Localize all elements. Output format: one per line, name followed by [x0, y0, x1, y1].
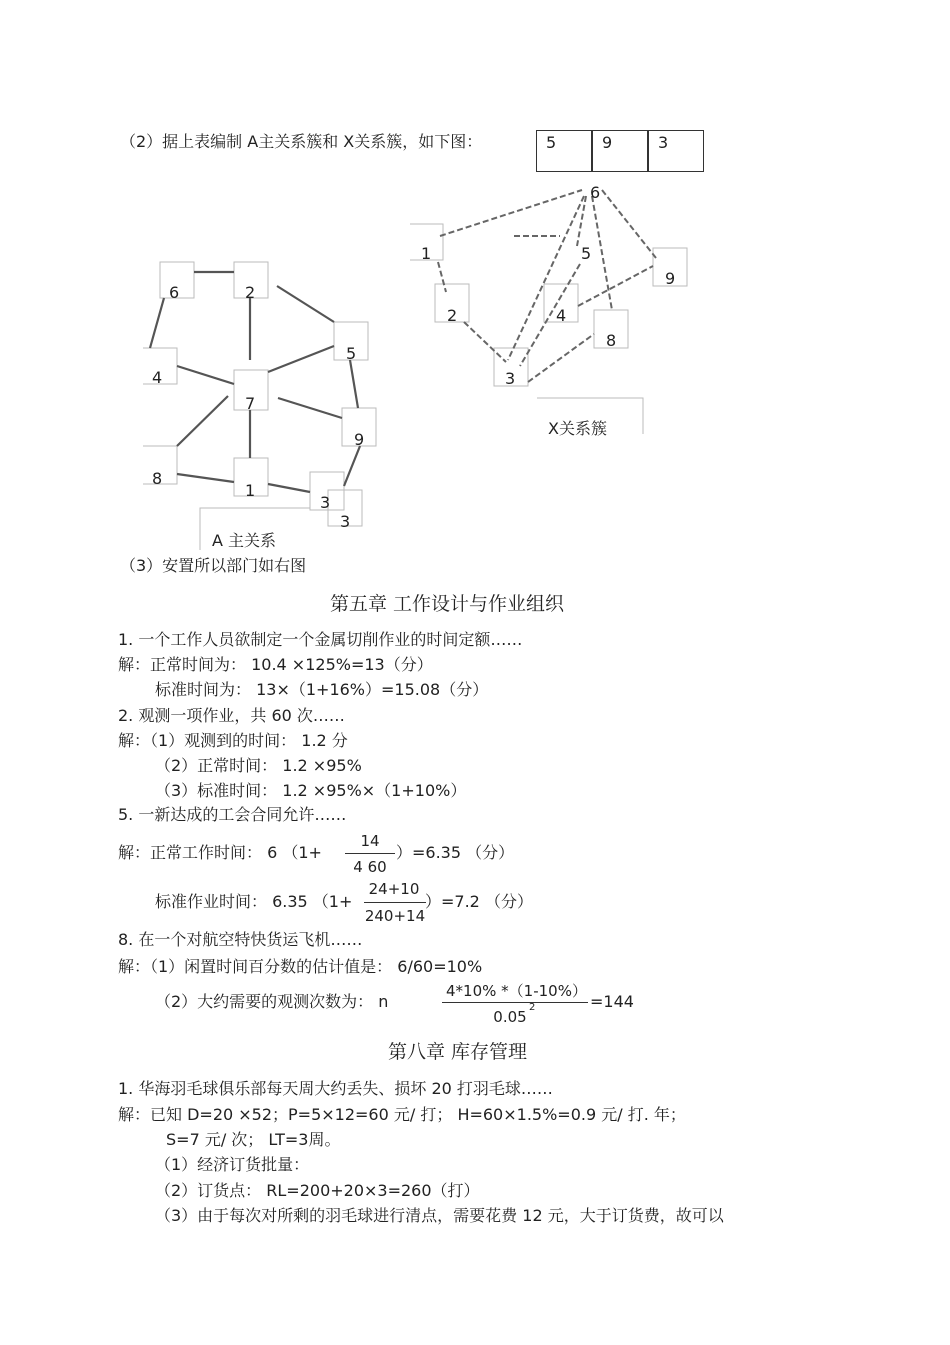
diagram-a-title: A 主关系	[212, 531, 277, 550]
fraction-numerator: 24+10	[368, 880, 420, 898]
q2: 2. 观测一项作业，共 60 次……	[118, 706, 345, 725]
q5-answer-2-post: ）=7.2 （分）	[425, 892, 533, 911]
node-label: 9	[665, 269, 676, 288]
fraction-bar	[364, 902, 426, 903]
section3-line: （3）安置所以部门如右图	[120, 556, 307, 575]
node-label: 9	[354, 430, 365, 449]
node-label: 7	[245, 394, 256, 413]
table-cell: 3	[648, 130, 704, 172]
node-label: 5	[346, 344, 357, 363]
node-label: 5	[581, 244, 592, 263]
q8-answer-1: 解：（1）闲置时间百分数的估计值是： 6/60=10%	[118, 957, 483, 976]
node-label: 3	[505, 369, 516, 388]
q1: 1. 一个工作人员欲制定一个金属切削作业的时间定额……	[118, 630, 523, 649]
q2-answer-2: （2）正常时间： 1.2 ×95%	[155, 756, 362, 775]
diagram-x-boxes	[410, 224, 687, 434]
q1-answer-1: 解：正常时间为： 10.4 ×125%=13（分）	[118, 655, 433, 674]
node-label: 6	[169, 283, 180, 302]
q8-answer-2-post: =144	[590, 992, 634, 1011]
fraction-denominator: 240+14	[364, 907, 426, 925]
node-label: 8	[606, 331, 617, 350]
chapter8-title: 第八章 库存管理	[388, 1041, 528, 1063]
ch8-answer-5: （3）由于每次对所剩的羽毛球进行清点，需要花费 12 元，大于订货费，故可以	[155, 1206, 724, 1225]
diagram-x-title: X关系簇	[548, 419, 607, 438]
fraction-bar	[345, 853, 395, 854]
node-label: 4	[152, 368, 163, 387]
exponent: 2	[529, 1002, 536, 1013]
diagram-x-labels	[421, 183, 675, 438]
ch8-q1: 1. 华海羽毛球俱乐部每天周大约丢失、损坏 20 打羽毛球……	[118, 1079, 553, 1098]
node-label: 4	[556, 306, 567, 325]
node-label: 3	[320, 493, 331, 512]
table-cell: 5	[536, 130, 592, 172]
q2-answer-1: 解：（1）观测到的时间： 1.2 分	[118, 731, 348, 750]
q5-answer-1-pre: 解：正常工作时间： 6 （1+	[118, 843, 322, 862]
fraction-bar	[442, 1002, 588, 1003]
ch8-answer-2: S=7 元/ 次； LT=3周。	[166, 1130, 341, 1149]
node-label: 2	[447, 306, 458, 325]
node-label: 6	[590, 183, 601, 202]
fraction-denominator: 0.05	[493, 1008, 527, 1026]
q8: 8. 在一个对航空特快货运飞机……	[118, 930, 363, 949]
ch8-answer-3: （1）经济订货批量：	[155, 1155, 310, 1174]
table-cell: 9	[592, 130, 648, 172]
q5: 5. 一新达成的工会合同允许……	[118, 805, 347, 824]
node-label: 3	[340, 512, 351, 531]
node-label: 8	[152, 469, 163, 488]
diagram-x-edges	[438, 190, 656, 382]
diagram-a-edges	[150, 272, 360, 492]
q1-answer-2: 标准时间为： 13×（1+16%）=15.08（分）	[155, 680, 489, 699]
diagram-a-boxes	[143, 262, 376, 550]
relationship-diagrams	[0, 0, 950, 600]
q5-answer-1-post: ）=6.35 （分）	[396, 843, 515, 862]
fraction-denominator: 4 60	[353, 858, 387, 876]
q8-answer-2-pre: （2）大约需要的观测次数为： n	[155, 992, 389, 1011]
section2-line: （2）据上表编制 A主关系簇和 X关系簇，如下图：	[120, 132, 483, 151]
node-label: 1	[245, 481, 256, 500]
q5-answer-2-pre: 标准作业时间： 6.35 （1+	[155, 892, 353, 911]
node-label: 2	[245, 283, 256, 302]
chapter5-title: 第五章 工作设计与作业组织	[330, 593, 565, 615]
fraction-numerator: 4*10% *（1-10%）	[446, 982, 587, 1000]
ch8-answer-4: （2）订货点： RL=200+20×3=260（打）	[155, 1181, 480, 1200]
q2-answer-3: （3）标准时间： 1.2 ×95%×（1+10%）	[155, 781, 467, 800]
ch8-answer-1: 解：已知 D=20 ×52；P=5×12=60 元/ 打； H=60×1.5%=0.9 元/ 打. 年；	[118, 1105, 686, 1124]
fraction-numerator: 14	[360, 832, 380, 850]
node-label: 1	[421, 244, 432, 263]
